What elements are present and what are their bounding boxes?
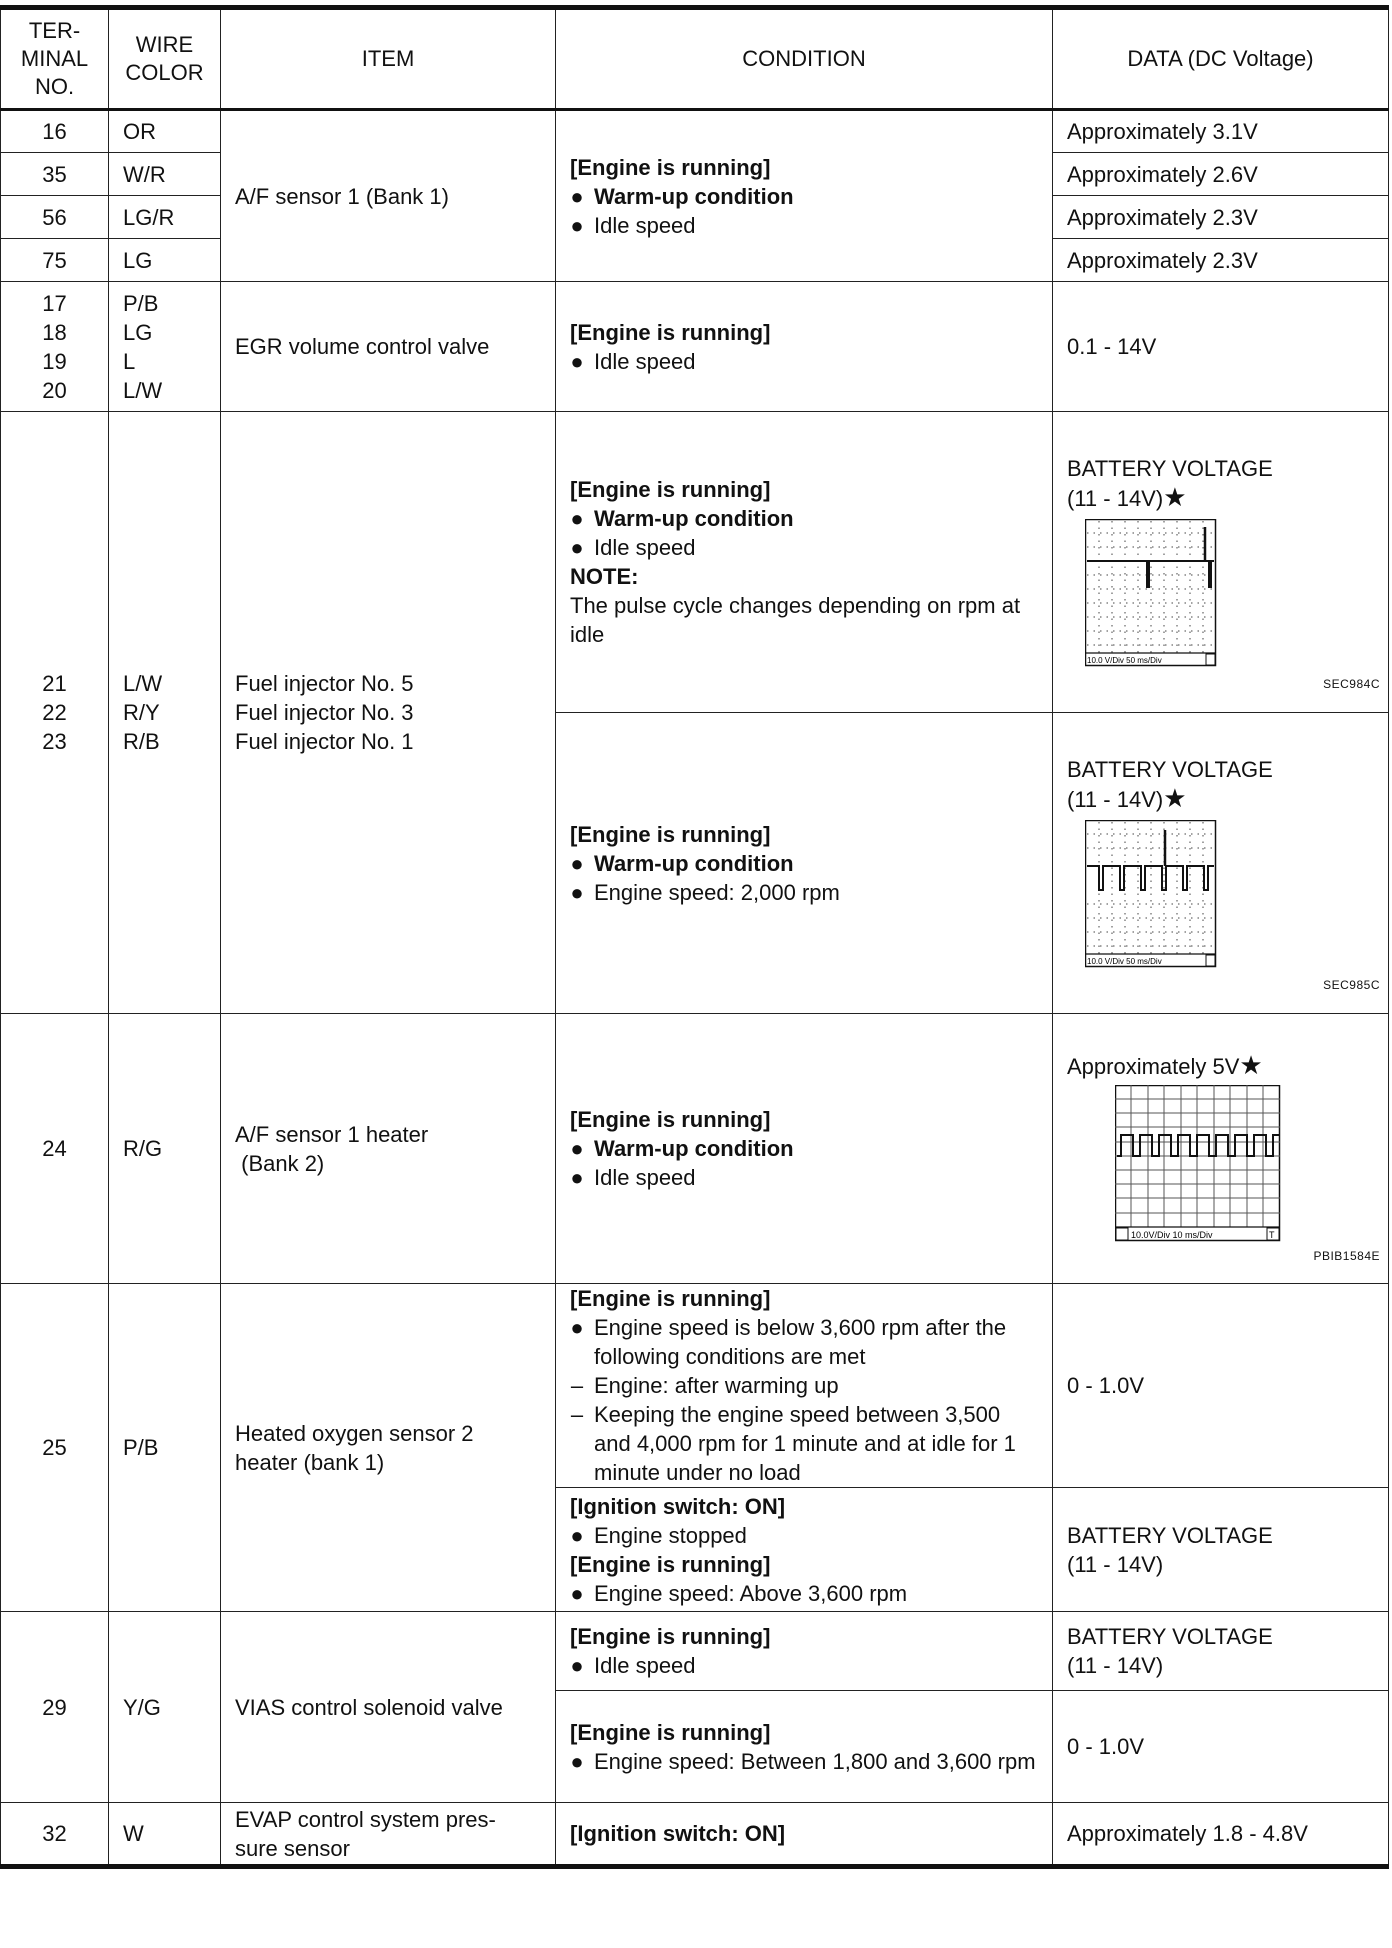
condition-cell: [Ignition switch: ON] [556, 1803, 1053, 1867]
header-condition: CONDITION [556, 8, 1053, 110]
header-terminal: TER- MINAL NO. [1, 8, 109, 110]
wire-cell: R/G [109, 1014, 221, 1284]
condition-cell: [Engine is running] ● Idle speed [556, 1612, 1053, 1691]
data-cell: Approximately 1.8 - 4.8V [1053, 1803, 1389, 1867]
data-cell: Approximately 3.1V [1053, 110, 1389, 153]
table-row [1, 1803, 1389, 1867]
wire-cell: Y/G [109, 1612, 221, 1803]
data-cell: BATTERY VOLTAGE (11 - 14V)★ 10.0 V/Div 50 ms/Div SEC985C [1053, 713, 1389, 1014]
svg-text:10.0V/Div 10 ms/Div: 10.0V/Div 10 ms/Div [1131, 1229, 1213, 1240]
item-cell: Fuel injector No. 5 Fuel injector No. 3 Fuel injector No. 1 [221, 412, 556, 1014]
wire-cell: W [109, 1803, 221, 1867]
data-cell: Approximately 2.3V [1053, 196, 1389, 239]
condition-cell: [Engine is running] ● Warm-up condition ● Idle speed [556, 1014, 1053, 1284]
terminal-cell: 16 [1, 110, 109, 153]
terminal-spec-table [0, 5, 1389, 1869]
data-cell: BATTERY VOLTAGE (11 - 14V) [1053, 1488, 1389, 1612]
data-cell: 0 - 1.0V [1053, 1284, 1389, 1488]
item-cell: EVAP control system pres- sure sensor [221, 1803, 556, 1867]
figure-code: PBIB1584E [1313, 1248, 1380, 1263]
oscilloscope-waveform-idle [1085, 519, 1225, 671]
item-cell: A/F sensor 1 heater (Bank 2) [221, 1014, 556, 1284]
item-cell: Heated oxygen sensor 2 heater (bank 1) [221, 1284, 556, 1612]
oscilloscope-waveform-2000rpm [1085, 820, 1225, 972]
condition-cell: [Engine is running] ● Warm-up condition ● Idle speed [556, 110, 1053, 282]
table-row [1, 1284, 1389, 1488]
oscilloscope-waveform-heater [1115, 1085, 1285, 1247]
table-row [1, 412, 1389, 713]
data-cell: 0.1 - 14V [1053, 282, 1389, 412]
data-cell: BATTERY VOLTAGE (11 - 14V)★ 10.0 V/Div 50 ms/Div SEC984C [1053, 412, 1389, 713]
svg-text:T: T [1269, 1229, 1275, 1240]
item-cell: EGR volume control valve [221, 282, 556, 412]
terminal-cell: 25 [1, 1284, 109, 1612]
table-row [1, 110, 1389, 153]
condition-cell: [Engine is running] ● Engine speed: Between 1,800 and 3,600 rpm [556, 1691, 1053, 1803]
wire-cell: W/R [109, 153, 221, 196]
terminal-cell: 56 [1, 196, 109, 239]
terminal-cell: 75 [1, 239, 109, 282]
data-cell: 0 - 1.0V [1053, 1691, 1389, 1803]
data-cell: Approximately 2.6V [1053, 153, 1389, 196]
table-row [1, 1014, 1389, 1284]
header-wire-color: WIRE COLOR [109, 8, 221, 110]
wire-cell: OR [109, 110, 221, 153]
figure-code: SEC984C [1323, 676, 1380, 691]
terminal-cell: 17 18 19 20 [1, 282, 109, 412]
table-row [1, 1612, 1389, 1691]
figure-code: SEC985C [1323, 977, 1380, 992]
wire-cell: LG/R [109, 196, 221, 239]
terminal-cell: 21 22 23 [1, 412, 109, 1014]
header-row [1, 8, 1389, 110]
header-data: DATA (DC Voltage) [1053, 8, 1389, 110]
condition-cell: [Engine is running] ● Engine speed is below 3,600 rpm after the following conditions are met – Engine: after warming up – Keeping the engine speed between 3,500 and 4,000 rpm for 1 minute and at idle for 1 minute under no load [556, 1284, 1053, 1488]
terminal-cell: 29 [1, 1612, 109, 1803]
wire-cell: P/B [109, 1284, 221, 1612]
terminal-cell: 35 [1, 153, 109, 196]
item-cell: A/F sensor 1 (Bank 1) [221, 110, 556, 282]
condition-cell: [Ignition switch: ON] ● Engine stopped [Engine is running] ● Engine speed: Above 3,600 rpm [556, 1488, 1053, 1612]
svg-text:10.0 V/Div 50 ms/Div: 10.0 V/Div 50 ms/Div [1087, 655, 1162, 665]
terminal-cell: 24 [1, 1014, 109, 1284]
data-cell: Approximately 2.3V [1053, 239, 1389, 282]
wire-cell: LG [109, 239, 221, 282]
svg-text:10.0 V/Div 50 ms/Div: 10.0 V/Div 50 ms/Div [1087, 956, 1162, 966]
item-cell: VIAS control solenoid valve [221, 1612, 556, 1803]
wire-cell: P/B LG L L/W [109, 282, 221, 412]
condition-cell: [Engine is running] ● Idle speed [556, 282, 1053, 412]
data-cell: Approximately 5V★ T 10.0V/Div 10 ms/Div PBIB1584E [1053, 1014, 1389, 1284]
header-item: ITEM [221, 8, 556, 110]
condition-cell: [Engine is running] ● Warm-up condition ● Idle speed NOTE: The pulse cycle changes depending on rpm at idle [556, 412, 1053, 713]
terminal-cell: 32 [1, 1803, 109, 1867]
wire-cell: L/W R/Y R/B [109, 412, 221, 1014]
data-cell: BATTERY VOLTAGE (11 - 14V) [1053, 1612, 1389, 1691]
condition-cell: [Engine is running] ● Warm-up condition ● Engine speed: 2,000 rpm [556, 713, 1053, 1014]
table-row [1, 282, 1389, 412]
